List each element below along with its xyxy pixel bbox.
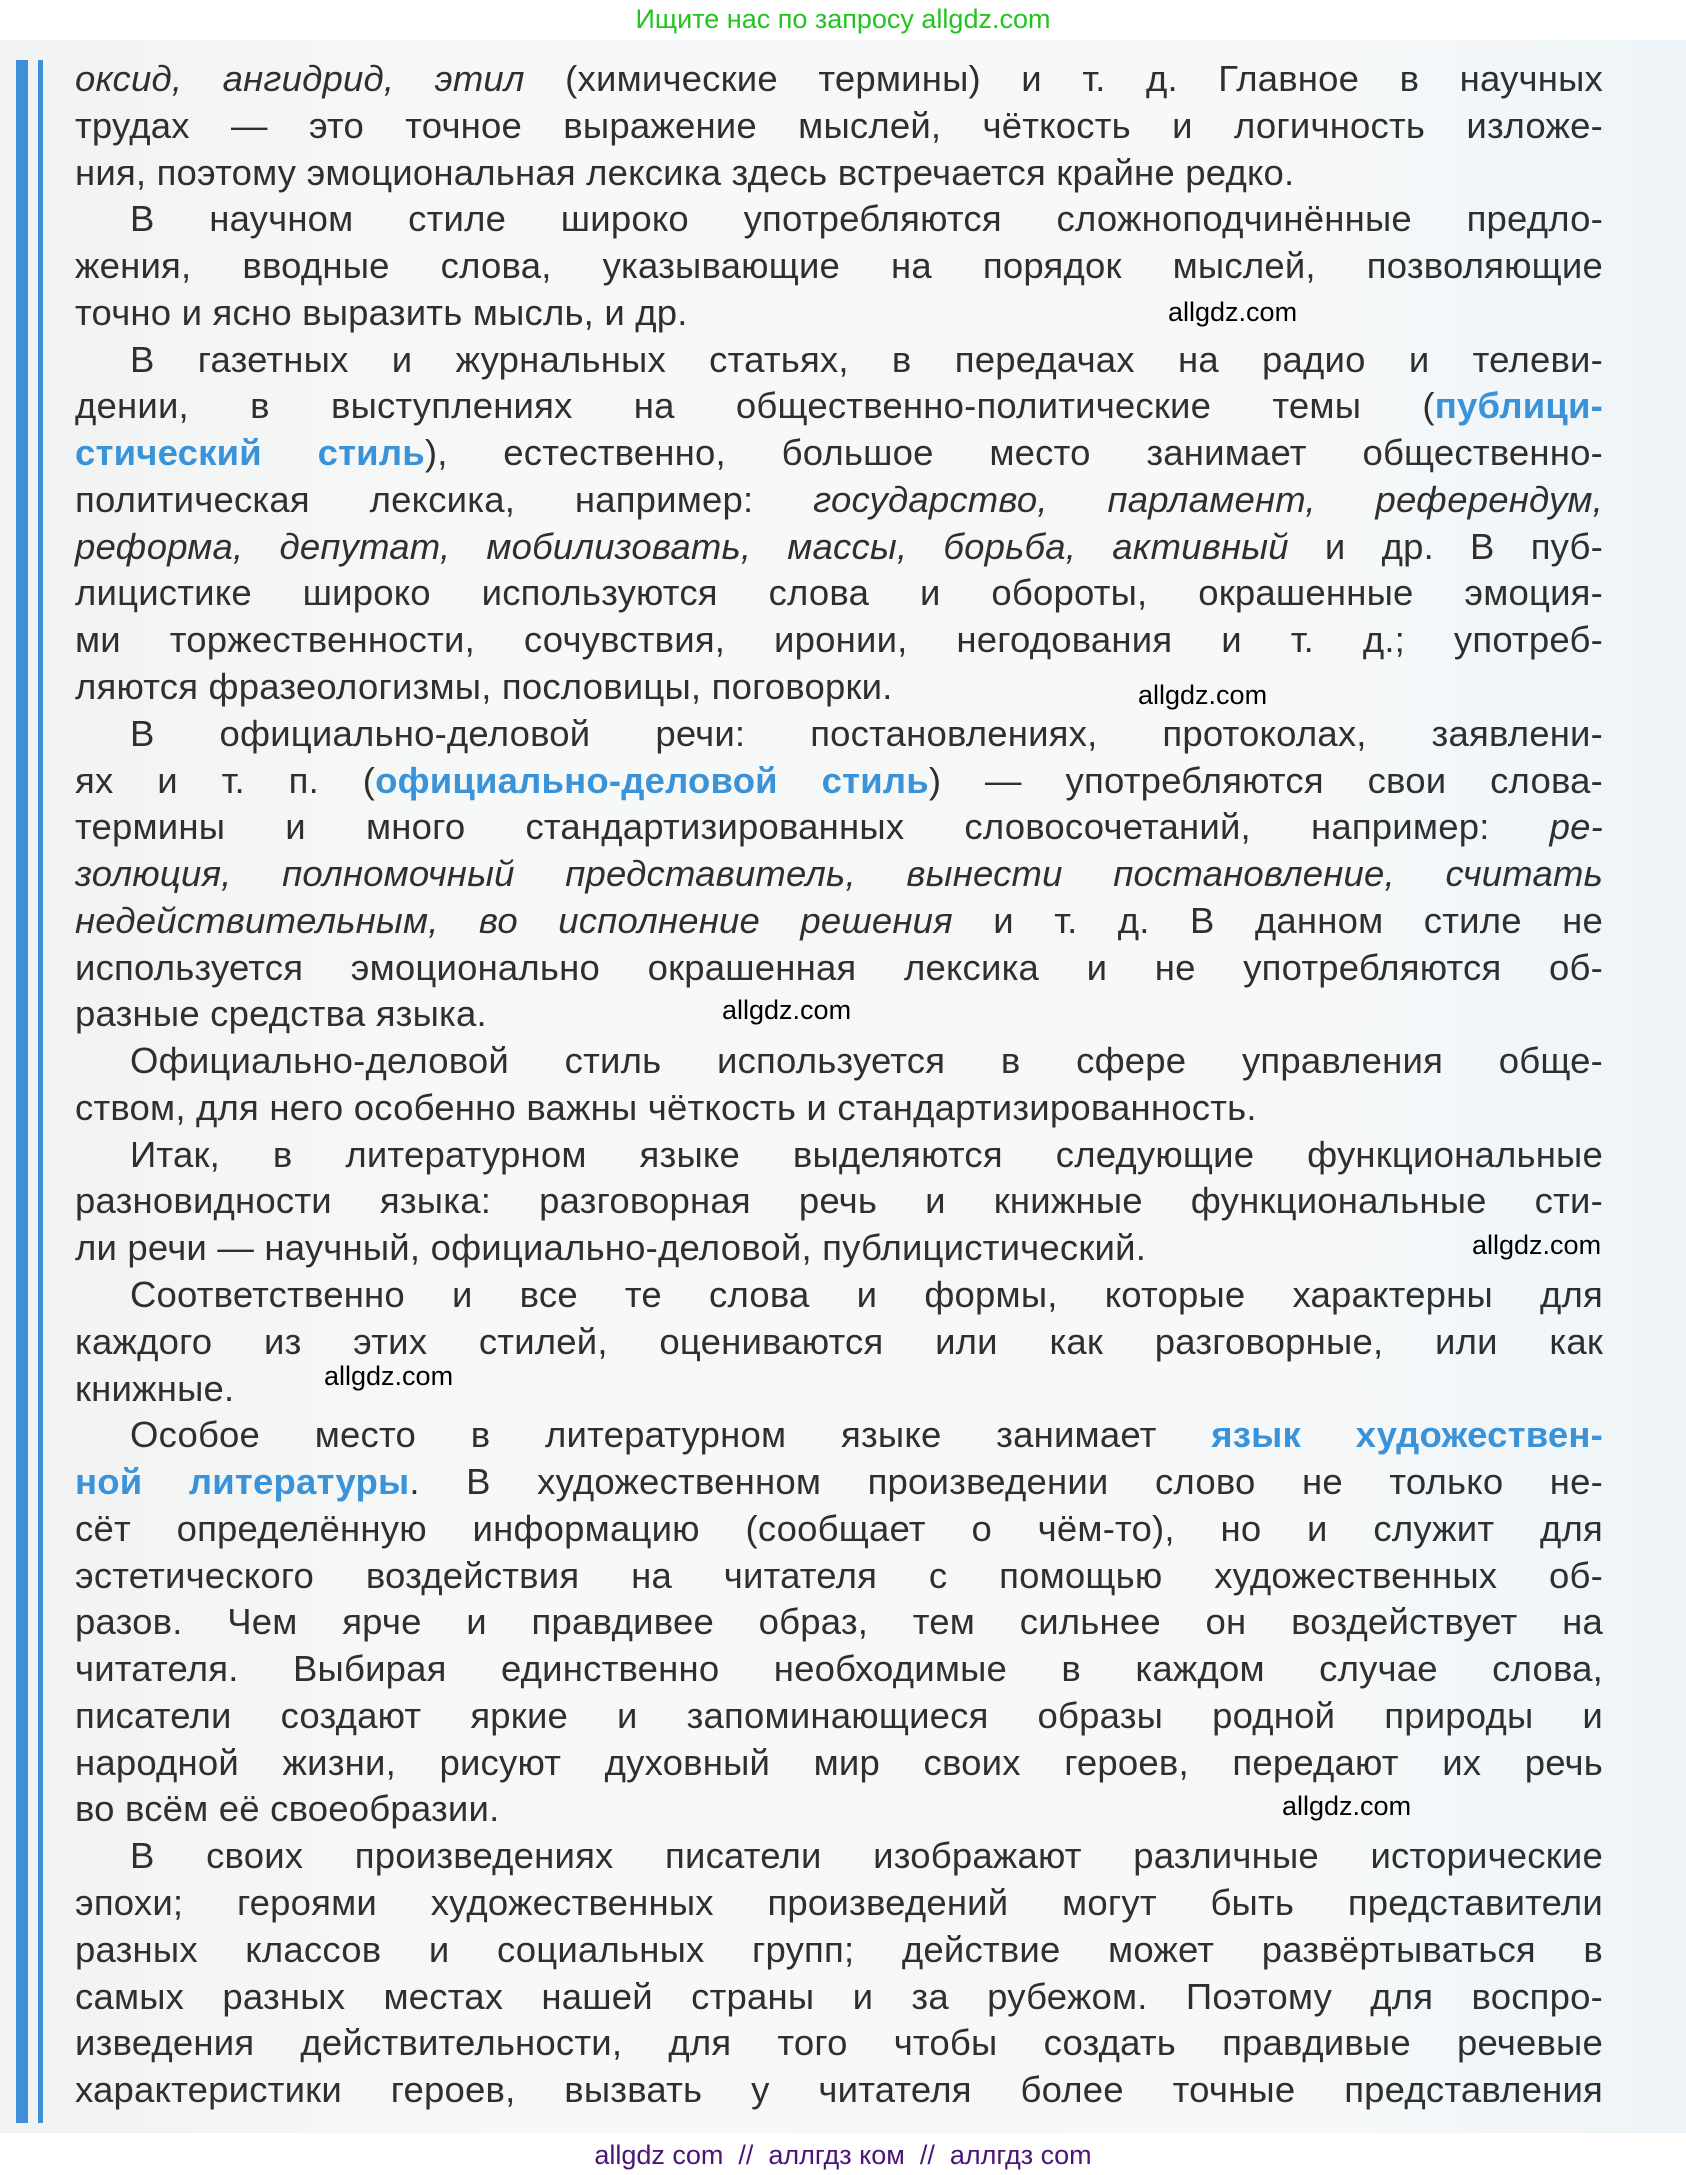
text-segment: писатели создают яркие и запоминающиеся образы родной природы и bbox=[75, 1694, 1603, 1736]
text-line bbox=[130, 1038, 1603, 1084]
text-line bbox=[75, 1927, 1603, 1973]
text-line bbox=[75, 664, 1603, 710]
text-segment: точно и ясно выразить мысль, и др. bbox=[75, 291, 688, 333]
text-segment: ляются фразеологизмы, пословицы, поговорки. bbox=[75, 666, 893, 707]
text-line bbox=[75, 524, 1603, 570]
text-line bbox=[75, 1178, 1603, 1224]
text-segment: дении, в выступлениях на общественно-политические темы ( bbox=[75, 385, 1435, 427]
text-line bbox=[75, 477, 1603, 523]
watermark-text: allgdz.com bbox=[1138, 680, 1268, 710]
text-segment: читателя. Выбирая единственно необходимые в каждом случае слова, bbox=[75, 1648, 1603, 1690]
text-segment: В своих произведениях писатели изображают различные исторические bbox=[130, 1835, 1603, 1877]
text-segment: разных классов и социальных групп; действие может развёртываться в bbox=[75, 1928, 1603, 1970]
watermark-text: allgdz.com bbox=[324, 1361, 454, 1391]
watermark-text: allgdz.com bbox=[722, 995, 852, 1025]
text-segment: термины и много стандартизированных словосочетаний, например: bbox=[75, 806, 1550, 848]
text-line bbox=[130, 1132, 1603, 1178]
text-segment: В научном стиле широко употребляются сложноподчинённые предло- bbox=[130, 198, 1603, 240]
text-segment: Официально-деловой стиль используется в сфере управления обще- bbox=[130, 1040, 1603, 1082]
text-segment: Особое место в литературном языке занимает bbox=[130, 1414, 1212, 1456]
highlighted-term: официально-деловой стиль bbox=[375, 759, 929, 801]
text-segment: трудах — это точное выражение мыслей, чёткость и логичность изложе- bbox=[75, 104, 1603, 146]
text-line bbox=[75, 1225, 1603, 1271]
text-segment: разновидности языка: разговорная речь и книжные функциональные сти- bbox=[75, 1180, 1603, 1222]
italic-example: золюция, полномочный представитель, вынести постановление, считать bbox=[75, 853, 1603, 895]
text-segment: ния, поэтому эмоциональная лексика здесь встречается крайне редко. bbox=[75, 151, 1295, 193]
text-line bbox=[75, 1599, 1603, 1645]
text-segment: во всём её своеобразии. bbox=[75, 1788, 500, 1830]
highlighted-term: ной литературы bbox=[75, 1461, 410, 1503]
text-segment: разные средства языка. bbox=[75, 993, 487, 1035]
text-line bbox=[75, 1646, 1603, 1692]
top-watermark-banner: Ищите нас по запросу allgdz.com bbox=[635, 4, 1051, 34]
text-segment: разов. Чем ярче и правдивее образ, тем сильнее он воздействует на bbox=[75, 1601, 1603, 1643]
text-segment: ством, для него особенно важны чёткость и стандартизированность. bbox=[75, 1086, 1257, 1128]
text-segment: каждого из этих стилей, оцениваются или как разговорные, или как bbox=[75, 1320, 1603, 1362]
text-segment: эпохи; героями художественных произведений могут быть представители bbox=[75, 1882, 1603, 1924]
margin-bar-thick bbox=[16, 60, 28, 2123]
italic-example: ре- bbox=[1549, 806, 1603, 848]
text-line bbox=[75, 1366, 1603, 1412]
text-line bbox=[75, 758, 1603, 804]
text-line bbox=[75, 2067, 1603, 2113]
bottom-watermark-banner: allgdz com // аллгдз ком // аллгдз com bbox=[594, 2140, 1092, 2170]
text-line bbox=[75, 2020, 1603, 2066]
text-line bbox=[75, 383, 1603, 429]
text-segment: политическая лексика, например: bbox=[75, 478, 814, 520]
text-segment: народной жизни, рисуют духовный мир своих героев, передают их речь bbox=[75, 1741, 1603, 1783]
text-line bbox=[130, 1833, 1603, 1879]
text-segment: ) — употребляются свои слова- bbox=[928, 759, 1603, 801]
watermark-text: allgdz.com bbox=[1168, 297, 1298, 327]
text-line bbox=[75, 103, 1603, 149]
text-line bbox=[75, 1459, 1603, 1505]
text-line bbox=[75, 570, 1603, 616]
text-line bbox=[75, 1740, 1603, 1786]
text-line bbox=[75, 1553, 1603, 1599]
text-line bbox=[75, 290, 1603, 336]
margin-bar-thin bbox=[38, 60, 43, 2123]
text-line bbox=[75, 150, 1603, 196]
highlighted-term: стический стиль bbox=[75, 432, 425, 474]
text-segment: ях и т. п. ( bbox=[75, 759, 376, 801]
text-segment: лицистике широко используются слова и обороты, окрашенные эмоция- bbox=[75, 572, 1603, 614]
text-segment: ), естественно, большое место занимает общественно- bbox=[424, 432, 1603, 474]
text-line bbox=[75, 945, 1603, 991]
text-segment: и т. д. В данном стиле не bbox=[952, 899, 1603, 941]
text-segment: сёт определённую информацию (сообщает о чём-то), но и служит для bbox=[75, 1507, 1603, 1549]
italic-example: государство, парламент, референдум, bbox=[813, 478, 1603, 520]
text-segment: Соответственно и все те слова и формы, которые характерны для bbox=[130, 1274, 1603, 1316]
textbook-page bbox=[0, 40, 1686, 2133]
text-line bbox=[130, 337, 1603, 383]
watermark-text: allgdz.com bbox=[1282, 1791, 1412, 1821]
text-line bbox=[75, 1506, 1603, 1552]
text-segment: (химические термины) и т. д. Главное в научных bbox=[524, 58, 1604, 99]
text-line bbox=[130, 1412, 1603, 1458]
text-segment: жения, вводные слова, указывающие на порядок мыслей, позволяющие bbox=[75, 245, 1603, 287]
text-line bbox=[75, 430, 1603, 476]
text-segment: В газетных и журнальных статьях, в передачах на радио и телеви- bbox=[130, 338, 1603, 380]
highlighted-term: язык художествен- bbox=[1211, 1414, 1604, 1456]
italic-example: оксид, ангидрид, этил bbox=[75, 58, 525, 99]
italic-example: недействительным, во исполнение решения bbox=[75, 899, 953, 941]
text-segment: и др. В пуб- bbox=[1288, 525, 1604, 567]
text-line bbox=[130, 196, 1603, 242]
text-segment: эстетического воздействия на читателя с помощью художественных об- bbox=[75, 1554, 1603, 1596]
text-line bbox=[75, 1319, 1603, 1365]
watermark-text: allgdz.com bbox=[1472, 1230, 1602, 1260]
text-line bbox=[75, 1693, 1603, 1739]
text-segment: книжные. bbox=[75, 1367, 235, 1409]
text-segment: характеристики героев, вызвать у читателя более точные представления bbox=[75, 2069, 1603, 2111]
text-line bbox=[130, 711, 1603, 757]
text-line bbox=[75, 1880, 1603, 1926]
text-line bbox=[75, 804, 1603, 850]
text-line bbox=[75, 243, 1603, 289]
text-line bbox=[75, 851, 1603, 897]
text-segment: В официально-деловой речи: постановлениях, протоколах, заявлени- bbox=[130, 712, 1603, 754]
highlighted-term: публици- bbox=[1434, 385, 1603, 427]
text-segment: . В художественном произведении слово не только не- bbox=[409, 1461, 1604, 1503]
text-line bbox=[75, 56, 1603, 102]
italic-example: реформа, депутат, мобилизовать, массы, борьба, активный bbox=[75, 525, 1289, 567]
text-segment: Итак, в литературном языке выделяются следующие функциональные bbox=[130, 1133, 1603, 1175]
text-line bbox=[130, 1272, 1603, 1318]
text-line bbox=[75, 617, 1603, 663]
text-line bbox=[75, 1974, 1603, 2020]
text-segment: самых разных местах нашей страны и за рубежом. Поэтому для воспро- bbox=[75, 1975, 1603, 2017]
text-segment: ми торжественности, сочувствия, иронии, негодования и т. д.; употреб- bbox=[75, 619, 1603, 661]
text-line bbox=[75, 1085, 1603, 1131]
text-segment: ли речи — научный, официально-деловой, публицистический. bbox=[75, 1227, 1147, 1269]
text-line bbox=[75, 898, 1603, 944]
text-segment: изведения действительности, для того чтобы создать правдивые речевые bbox=[75, 2022, 1603, 2064]
text-segment: используется эмоционально окрашенная лексика и не употребляются об- bbox=[75, 946, 1603, 988]
